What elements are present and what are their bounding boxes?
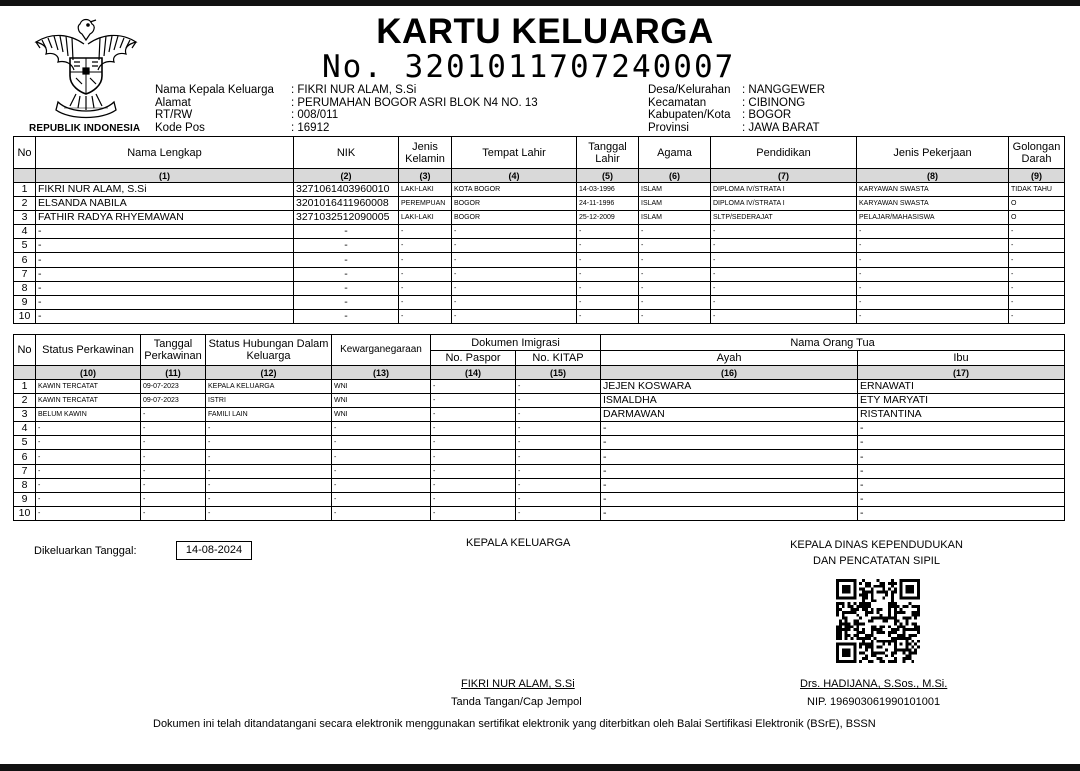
table-row	[14, 506, 1065, 520]
qr-code-icon	[836, 578, 920, 664]
table-cell: -	[431, 492, 516, 506]
table-row	[14, 309, 1065, 323]
table-cell: -	[858, 450, 1065, 464]
table-cell: -	[36, 506, 141, 520]
table-cell: -	[639, 295, 711, 309]
table-cell: -	[36, 267, 294, 281]
table-cell: -	[1009, 281, 1065, 295]
table-cell: -	[601, 464, 858, 478]
table-cell: -	[516, 436, 601, 450]
signature-caption: Tanda Tangan/Cap Jempol	[451, 696, 582, 708]
table-cell: -	[516, 464, 601, 478]
table-cell: -	[431, 450, 516, 464]
table-cell: -	[639, 239, 711, 253]
table-cell: -	[332, 506, 431, 520]
table-cell: -	[1009, 239, 1065, 253]
table-row	[14, 211, 1065, 225]
table-cell: -	[516, 422, 601, 436]
header-nik: NIK	[294, 137, 399, 169]
info-right-labels	[648, 84, 731, 134]
table-cell: 09-07-2023	[141, 394, 206, 408]
table-cell: -	[141, 450, 206, 464]
table-cell: WNI	[332, 408, 431, 422]
table-cell: 3	[14, 211, 36, 225]
table-cell: -	[452, 295, 577, 309]
table-cell: -	[206, 450, 332, 464]
table-cell: 2	[14, 394, 36, 408]
col-number: (15)	[516, 366, 601, 380]
table-cell: -	[711, 295, 857, 309]
table-cell: -	[452, 281, 577, 295]
info-label: Kode Pos	[155, 121, 205, 134]
table-cell: -	[857, 267, 1009, 281]
table-cell: -	[577, 309, 639, 323]
kk-number: No. 3201011707240007	[322, 49, 736, 85]
table-cell: ISLAM	[639, 197, 711, 211]
electronic-signature-note: Dokumen ini telah ditandatangani secara elektronik menggunakan sertifikat elektronik yang diterbitkan oleh Balai Sertifikasi Elektronik (BSrE), BSSN	[153, 718, 876, 730]
table-row	[14, 422, 1065, 436]
info-label: Alamat	[155, 96, 191, 109]
table-cell: -	[399, 309, 452, 323]
table-cell: -	[857, 253, 1009, 267]
document-title: KARTU KELUARGA	[376, 12, 714, 51]
table-cell: 3271032512090005	[294, 211, 399, 225]
col-number: (11)	[141, 366, 206, 380]
table-cell: -	[601, 450, 858, 464]
table-cell: -	[577, 281, 639, 295]
table-cell: O	[1009, 197, 1065, 211]
table-cell: ETY MARYATI	[858, 394, 1065, 408]
table-cell: -	[431, 478, 516, 492]
header-no-kitap: No. KITAP	[516, 351, 601, 366]
table-cell: WNI	[332, 380, 431, 394]
header-no: No	[14, 137, 36, 169]
table-cell: -	[516, 506, 601, 520]
table-cell: -	[332, 436, 431, 450]
table-cell: DARMAWAN	[601, 408, 858, 422]
table-cell: 4	[14, 422, 36, 436]
info-value: : FIKRI NUR ALAM, S.Si	[291, 84, 417, 96]
table-cell: -	[857, 281, 1009, 295]
table-row	[14, 281, 1065, 295]
table-cell: BELUM KAWIN	[36, 408, 141, 422]
table-cell: -	[711, 225, 857, 239]
info-label: RT/RW	[155, 109, 193, 122]
table-cell: -	[577, 267, 639, 281]
info-value: : 008/011	[291, 109, 339, 122]
table-row	[14, 450, 1065, 464]
table-cell: 6	[14, 253, 36, 267]
table-cell: -	[141, 464, 206, 478]
table-cell: 10	[14, 506, 36, 520]
table-cell: -	[577, 295, 639, 309]
table-cell: -	[206, 506, 332, 520]
table-cell: -	[36, 309, 294, 323]
table-cell: -	[431, 506, 516, 520]
table-cell: 24-11-1996	[577, 197, 639, 211]
table-cell: DIPLOMA IV/STRATA I	[711, 197, 857, 211]
table-cell: SLTP/SEDERAJAT	[711, 211, 857, 225]
table-cell: 7	[14, 267, 36, 281]
info-value: : NANGGEWER	[742, 84, 826, 96]
table-cell: BOGOR	[452, 197, 577, 211]
col-number: (9)	[1009, 169, 1065, 183]
emblem-caption: REPUBLIK INDONESIA	[29, 123, 141, 134]
table-cell: -	[36, 281, 294, 295]
table-row	[14, 380, 1065, 394]
table-cell: -	[857, 239, 1009, 253]
table-cell: -	[332, 450, 431, 464]
table-cell: -	[332, 492, 431, 506]
table-cell: -	[294, 295, 399, 309]
header-tanggal-perkawinan: Tanggal Perkawinan	[141, 335, 206, 366]
header-pendidikan: Pendidikan	[711, 137, 857, 169]
table-cell: -	[711, 267, 857, 281]
table-cell: -	[399, 267, 452, 281]
col-number: (14)	[431, 366, 516, 380]
col-number-blank	[14, 169, 36, 183]
header-nama-orang-tua: Nama Orang Tua	[601, 335, 1065, 351]
table-cell: -	[577, 225, 639, 239]
header-ayah: Ayah	[601, 351, 858, 366]
table-cell: -	[577, 253, 639, 267]
table-cell: -	[858, 464, 1065, 478]
table-cell: -	[857, 309, 1009, 323]
bottom-border	[0, 764, 1080, 771]
table-cell: 8	[14, 281, 36, 295]
header-kewarganegaraan: Kewarganegaraan	[332, 335, 431, 366]
table-cell: ERNAWATI	[858, 380, 1065, 394]
table-cell: -	[639, 281, 711, 295]
col-number: (8)	[857, 169, 1009, 183]
header-no: No	[14, 335, 36, 366]
col-number: (3)	[399, 169, 452, 183]
table-cell: ISLAM	[639, 183, 711, 197]
table-cell: -	[1009, 295, 1065, 309]
col-number-blank	[14, 366, 36, 380]
table-cell: -	[36, 422, 141, 436]
header-pekerjaan: Jenis Pekerjaan	[857, 137, 1009, 169]
table-cell: -	[294, 267, 399, 281]
table-cell: -	[711, 281, 857, 295]
kepala-dinas-name: Drs. HADIJANA, S.Sos., M.Si.	[800, 678, 948, 690]
table-cell: 9	[14, 295, 36, 309]
table-cell: 2	[14, 197, 36, 211]
header-tempat-lahir: Tempat Lahir	[452, 137, 577, 169]
header-golongan-darah: Golongan Darah	[1009, 137, 1065, 169]
table-cell: -	[431, 422, 516, 436]
kepala-keluarga-name: FIKRI NUR ALAM, S.Si	[461, 678, 575, 690]
col-number: (1)	[36, 169, 294, 183]
info-left-labels	[155, 84, 274, 134]
table-cell: WNI	[332, 394, 431, 408]
table-row	[14, 408, 1065, 422]
col-number: (6)	[639, 169, 711, 183]
table-cell: 9	[14, 492, 36, 506]
table-cell: KOTA BOGOR	[452, 183, 577, 197]
info-label: Provinsi	[648, 121, 689, 134]
table-cell: ISMALDHA	[601, 394, 858, 408]
info-value: : BOGOR	[742, 109, 792, 122]
table-cell: -	[516, 408, 601, 422]
table-cell: -	[36, 225, 294, 239]
table-cell: -	[452, 239, 577, 253]
col-number: (17)	[858, 366, 1065, 380]
table-cell: -	[858, 506, 1065, 520]
table-cell: -	[858, 436, 1065, 450]
table-cell: -	[431, 464, 516, 478]
table-cell: TIDAK TAHU	[1009, 183, 1065, 197]
table-cell: -	[639, 267, 711, 281]
table-cell: -	[332, 464, 431, 478]
table-cell: -	[639, 225, 711, 239]
table-cell: -	[294, 239, 399, 253]
table-cell: KAWIN TERCATAT	[36, 394, 141, 408]
header-ibu: Ibu	[858, 351, 1065, 366]
info-right-values	[742, 84, 825, 134]
header-status-perkawinan: Status Perkawinan	[36, 335, 141, 366]
table-cell: 14-03-1996	[577, 183, 639, 197]
header-jenis-kelamin: Jenis Kelamin	[399, 137, 452, 169]
table-cell: ISTRI	[206, 394, 332, 408]
info-value: : CIBINONG	[742, 96, 806, 109]
table-cell: -	[399, 253, 452, 267]
col-number: (5)	[577, 169, 639, 183]
top-border	[0, 0, 1080, 6]
table-cell: PEREMPUAN	[399, 197, 452, 211]
info-label: Desa/Kelurahan	[648, 84, 731, 96]
table-cell: -	[711, 253, 857, 267]
info-label: Kecamatan	[648, 96, 707, 109]
kepala-dinas-nip: NIP. 196903061990101001	[807, 696, 941, 708]
table-cell: 3201016411960008	[294, 197, 399, 211]
table-cell: -	[516, 394, 601, 408]
table-cell: 1	[14, 380, 36, 394]
table-cell: -	[294, 253, 399, 267]
table-cell: FAMILI LAIN	[206, 408, 332, 422]
issued-date: 14-08-2024	[176, 541, 252, 560]
kepala-dinas-title	[784, 537, 969, 569]
col-number: (12)	[206, 366, 332, 380]
table-cell: -	[516, 478, 601, 492]
table-cell: 7	[14, 464, 36, 478]
table-cell: -	[601, 492, 858, 506]
table-cell: -	[399, 295, 452, 309]
table-cell: KARYAWAN SWASTA	[857, 183, 1009, 197]
kepala-dinas-title-line1: KEPALA DINAS KEPENDUDUKAN	[790, 539, 963, 551]
table-cell: 09-07-2023	[141, 380, 206, 394]
table-cell: -	[858, 492, 1065, 506]
table-cell: -	[36, 436, 141, 450]
table-cell: 8	[14, 478, 36, 492]
table-cell: -	[516, 492, 601, 506]
table-cell: -	[577, 239, 639, 253]
col-number: (16)	[601, 366, 858, 380]
table-cell: -	[141, 436, 206, 450]
table-cell: FIKRI NUR ALAM, S.Si	[36, 183, 294, 197]
header-nama: Nama Lengkap	[36, 137, 294, 169]
table-cell: 1	[14, 183, 36, 197]
table-cell: -	[332, 478, 431, 492]
table-cell: -	[36, 450, 141, 464]
header-agama: Agama	[639, 137, 711, 169]
table-cell: -	[431, 408, 516, 422]
table-cell: FATHIR RADYA RHYEMAWAN	[36, 211, 294, 225]
table-row	[14, 394, 1065, 408]
table-cell: LAKI-LAKI	[399, 211, 452, 225]
table-cell: -	[711, 239, 857, 253]
header-dokumen-imigrasi: Dokumen Imigrasi	[431, 335, 601, 351]
table-cell: RISTANTINA	[858, 408, 1065, 422]
table-cell: -	[601, 478, 858, 492]
table-cell: KAWIN TERCATAT	[36, 380, 141, 394]
table-cell: 5	[14, 436, 36, 450]
table-row	[14, 492, 1065, 506]
table-cell: -	[332, 422, 431, 436]
col-number: (13)	[332, 366, 431, 380]
table-cell: -	[36, 478, 141, 492]
table-cell: -	[206, 436, 332, 450]
table-cell: -	[36, 464, 141, 478]
table-row	[14, 183, 1065, 197]
table-cell: JEJEN KOSWARA	[601, 380, 858, 394]
table-cell: 10	[14, 309, 36, 323]
table-cell: -	[601, 506, 858, 520]
header-no-paspor: No. Paspor	[431, 351, 516, 366]
table-cell: KARYAWAN SWASTA	[857, 197, 1009, 211]
table-cell: BOGOR	[452, 211, 577, 225]
table-row	[14, 239, 1065, 253]
table-cell: -	[516, 450, 601, 464]
table-row	[14, 253, 1065, 267]
family-members-table	[13, 136, 1065, 324]
table-cell: -	[206, 492, 332, 506]
table-cell: -	[431, 380, 516, 394]
table-cell: -	[1009, 225, 1065, 239]
table-cell: -	[452, 225, 577, 239]
family-status-table	[13, 334, 1065, 521]
table-cell: -	[141, 422, 206, 436]
garuda-emblem-icon	[30, 14, 142, 120]
table-cell: -	[857, 225, 1009, 239]
table-cell: -	[294, 225, 399, 239]
table-cell: DIPLOMA IV/STRATA I	[711, 183, 857, 197]
table-cell: -	[294, 281, 399, 295]
issued-label: Dikeluarkan Tanggal:	[34, 545, 137, 557]
table-cell: -	[516, 380, 601, 394]
table-cell: PELAJAR/MAHASISWA	[857, 211, 1009, 225]
header-tanggal-lahir: Tanggal Lahir	[577, 137, 639, 169]
table-row	[14, 197, 1065, 211]
table-cell: -	[639, 309, 711, 323]
kepala-dinas-title-line2: DAN PENCATATAN SIPIL	[813, 555, 940, 567]
table-cell: -	[36, 295, 294, 309]
table-cell: -	[141, 408, 206, 422]
table-cell: -	[1009, 253, 1065, 267]
table-row	[14, 478, 1065, 492]
table-cell: -	[601, 436, 858, 450]
table-cell: O	[1009, 211, 1065, 225]
table-cell: -	[1009, 309, 1065, 323]
table-cell: -	[858, 422, 1065, 436]
table-row	[14, 464, 1065, 478]
table-cell: -	[639, 253, 711, 267]
table-cell: 3271061403960010	[294, 183, 399, 197]
table-row	[14, 295, 1065, 309]
table-cell: -	[36, 492, 141, 506]
table-cell: -	[452, 309, 577, 323]
table-cell: -	[399, 225, 452, 239]
table-cell: 4	[14, 225, 36, 239]
header-status-hubungan: Status Hubungan Dalam Keluarga	[206, 335, 332, 366]
table-cell: -	[141, 478, 206, 492]
kepala-keluarga-title: KEPALA KELUARGA	[466, 537, 571, 549]
table-cell: -	[399, 281, 452, 295]
table-cell: -	[711, 309, 857, 323]
table-cell: -	[206, 464, 332, 478]
table-cell: LAKI-LAKI	[399, 183, 452, 197]
table-cell: -	[36, 253, 294, 267]
info-value: : JAWA BARAT	[742, 121, 820, 134]
info-left-values	[291, 84, 538, 134]
table-cell: -	[452, 253, 577, 267]
table-cell: -	[206, 422, 332, 436]
col-number: (2)	[294, 169, 399, 183]
info-value: : 16912	[291, 121, 330, 134]
table-cell: 3	[14, 408, 36, 422]
col-number: (4)	[452, 169, 577, 183]
table-cell: -	[36, 239, 294, 253]
col-number: (7)	[711, 169, 857, 183]
table-cell: KEPALA KELUARGA	[206, 380, 332, 394]
table-row	[14, 267, 1065, 281]
table-cell: -	[294, 309, 399, 323]
table-cell: ELSANDA NABILA	[36, 197, 294, 211]
info-value: : PERUMAHAN BOGOR ASRI BLOK N4 NO. 13	[291, 96, 538, 109]
table-cell: -	[206, 478, 332, 492]
table-cell: -	[857, 295, 1009, 309]
table-cell: -	[601, 422, 858, 436]
table-cell: -	[858, 478, 1065, 492]
table-cell: -	[452, 267, 577, 281]
table-cell: 25-12-2009	[577, 211, 639, 225]
table-row	[14, 436, 1065, 450]
table-cell: -	[141, 492, 206, 506]
table-row	[14, 225, 1065, 239]
info-label: Kabupaten/Kota	[648, 109, 731, 122]
table-cell: 6	[14, 450, 36, 464]
table-cell: -	[399, 239, 452, 253]
table-cell: -	[431, 394, 516, 408]
table-cell: -	[141, 506, 206, 520]
table-cell: -	[1009, 267, 1065, 281]
table-cell: ISLAM	[639, 211, 711, 225]
table-cell: 5	[14, 239, 36, 253]
col-number: (10)	[36, 366, 141, 380]
info-label: Nama Kepala Keluarga	[155, 84, 274, 96]
table-cell: -	[431, 436, 516, 450]
